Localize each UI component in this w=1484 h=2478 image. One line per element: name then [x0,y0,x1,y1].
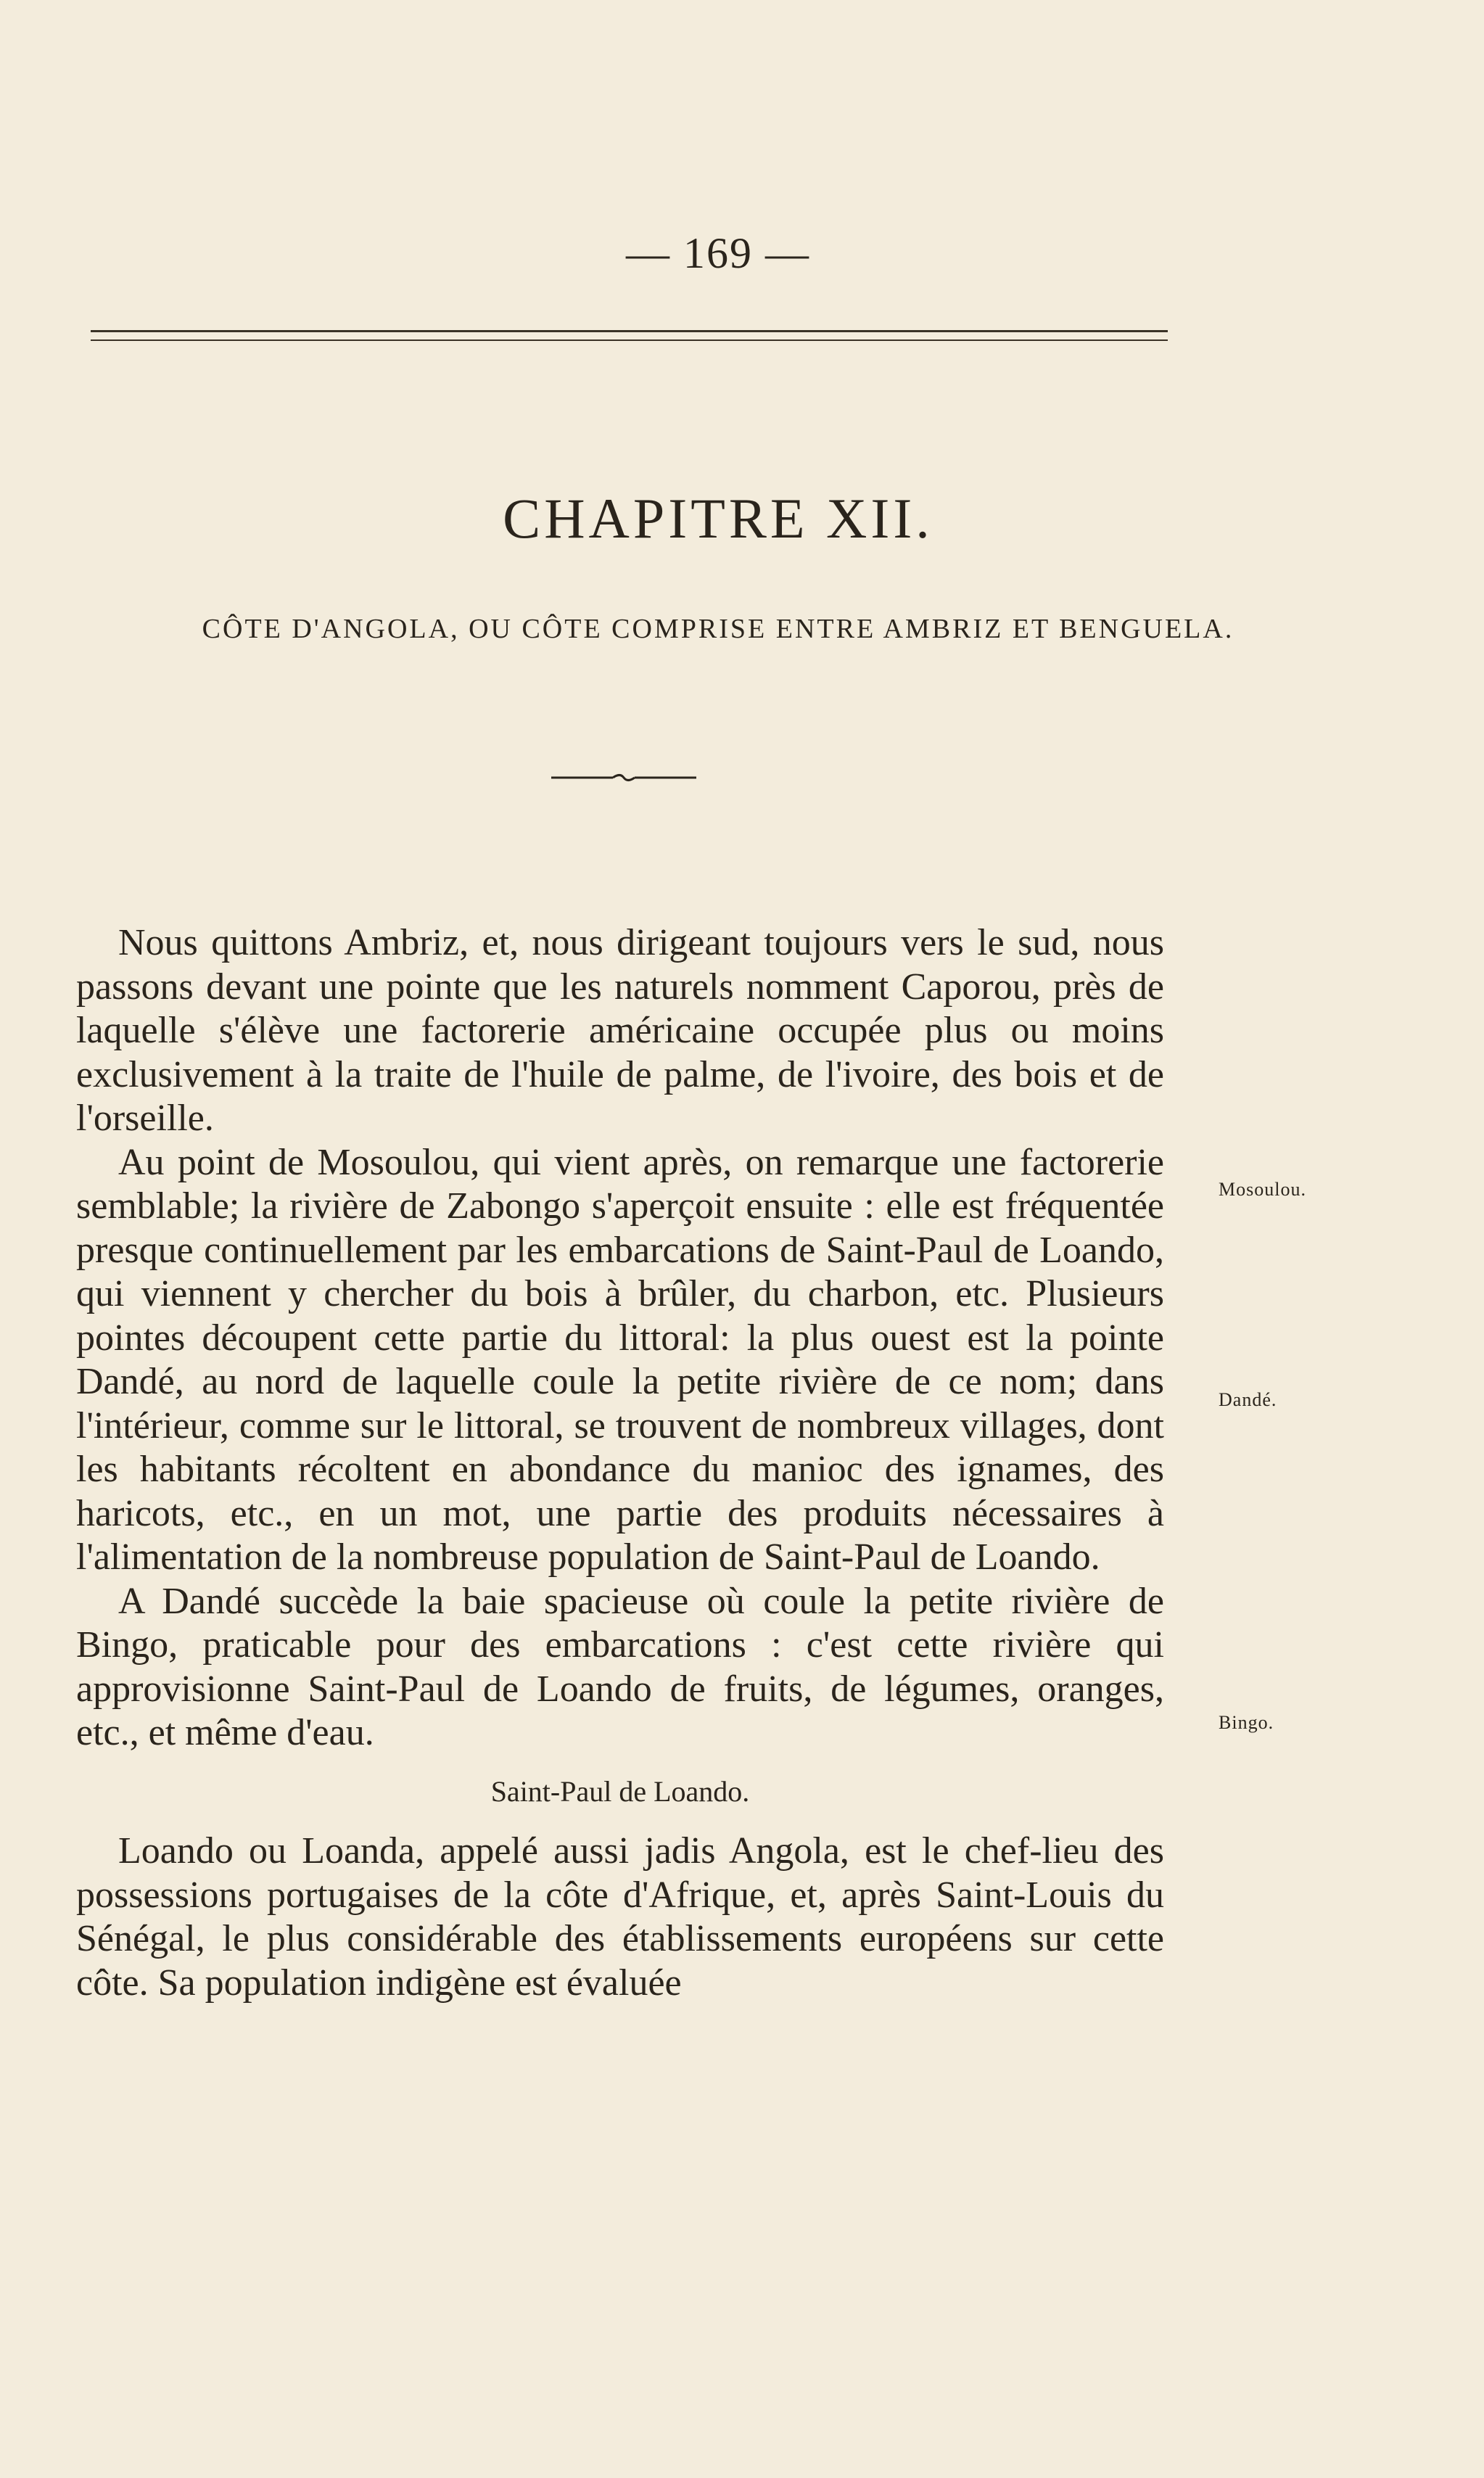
margin-note-bingo: Bingo. [1219,1712,1274,1733]
paragraph: Nous quittons Ambriz, et, nous dirigeant toujours vers le sud, nous passons devant une pointe que les naturels nomment Caporou, près de laquelle s'élève une factorerie américaine occupée plus ou moins exclusivement à la traite de l'huile de palme, de l'ivoire, des bois et de l'orseille. [76,922,1164,1139]
ornament-divider-icon [551,773,696,783]
paragraph: Au point de Mosoulou, qui vient après, on remarque une factorerie semblable; la rivière de Zabongo s'aperçoit ensuite : elle est fréquentée presque continuellement par les embarcations de Saint-Paul de Loando, qui viennent y chercher du bois à brûler, du charbon, etc. Plusieurs pointes découpent cette partie du littoral: la plus ouest est la pointe Dandé, au nord de laquelle coule la petite rivière de ce nom; dans l'intérieur, comme sur le littoral, se trouvent de nombreux villages, dont les habitants récoltent en abondance du manioc des ignames, des haricots, etc., en un mot, une partie des produits nécessaires à l'alimentation de la nombreuse population de Saint-Paul de Loando. [76,1141,1164,1578]
margin-note-mosoulou: Mosoulou. [1219,1179,1306,1200]
paragraph: A Dandé succède la baie spacieuse où coule la petite rivière de Bingo, praticable pour des embarcations : c'est cette rivière qui approvisionne Saint-Paul de Loando de fruits, de légumes, oranges, etc., et même d'eau. [76,1580,1164,1753]
chapter-subtitle: CÔTE D'ANGOLA, OU CÔTE COMPRISE ENTRE AMBRIZ ET BENGUELA. [202,614,1234,644]
header-rule [91,330,1168,341]
chapter-title: CHAPITRE XII. [503,487,933,550]
page-number: — 169 — [626,229,810,277]
section-heading: Saint-Paul de Loando. [490,1774,750,1808]
paragraph: Loando ou Loanda, appelé aussi jadis Angola, est le chef-lieu des possessions portugaises de la côte d'Afrique, et, après Saint-Louis du Sénégal, le plus considérable des établissements européens sur cette côte. Sa population indigène est évaluée [76,1830,1164,2004]
margin-note-dande: Dandé. [1219,1389,1277,1410]
body-text [76,921,1164,2005]
